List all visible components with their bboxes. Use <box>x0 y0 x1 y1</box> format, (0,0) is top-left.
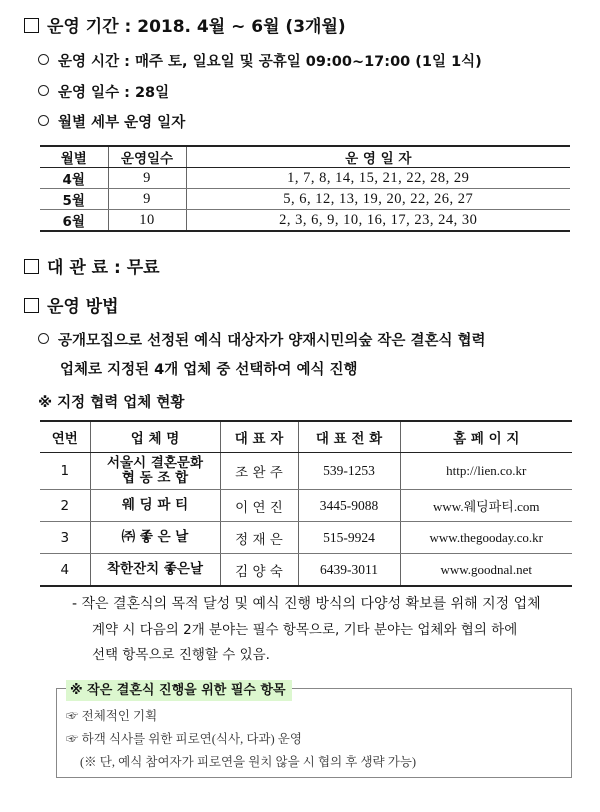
circle-bullet-icon <box>38 115 49 126</box>
cell-company <box>90 453 220 490</box>
company-line: 서울시 결혼문화 <box>107 455 203 471</box>
table-row <box>40 453 572 490</box>
cell-web: www.웨딩파티.com <box>400 490 572 522</box>
section-heading-method <box>24 296 119 318</box>
company-line: 협 동 조 합 <box>121 470 189 486</box>
schedule-table <box>40 145 570 232</box>
header-dates: 운 영 일 자 <box>186 146 570 168</box>
section-title: 대 관 료 : 무료 <box>47 258 160 278</box>
checkbox-square-icon <box>24 259 39 274</box>
partner-heading-text: ※ 지정 협력 업체 현황 <box>38 395 185 411</box>
table-row <box>40 189 570 210</box>
required-item: ☞ 전체적인 기획 <box>66 709 158 723</box>
cell-no: 2 <box>40 490 90 522</box>
bullet-method <box>38 331 486 351</box>
bullet-method-continued <box>60 360 358 380</box>
cell-web: www.thegooday.co.kr <box>400 522 572 554</box>
table-header-row <box>40 421 572 453</box>
bullet-text: 업체로 지정된 4개 업체 중 선택하여 예식 진행 <box>60 362 358 378</box>
cell-no: 4 <box>40 554 90 587</box>
checkbox-square-icon <box>24 298 39 313</box>
cell-company: ㈜ 좋 은 날 <box>90 522 220 554</box>
required-items-title: ※ 작은 결혼식 진행을 위한 필수 항목 <box>66 680 292 701</box>
section-title: 운영 방법 <box>47 297 119 317</box>
cell-no: 3 <box>40 522 90 554</box>
note-line: 계약 시 다음의 2개 분야는 필수 항목으로, 기타 분야는 업체와 협의 하에 <box>92 622 518 638</box>
cell-month: 5월 <box>40 189 108 210</box>
circle-bullet-icon <box>38 85 49 96</box>
cell-days: 9 <box>108 168 186 189</box>
section-title: 운영 기간 : 2018. 4월 ~ 6월 (3개월) <box>47 17 346 37</box>
cell-month: 4월 <box>40 168 108 189</box>
table-row <box>40 168 570 189</box>
cell-days: 10 <box>108 210 186 232</box>
bullet-text: 운영 시간 : 매주 토, 일요일 및 공휴일 09:00~17:00 (1일 1식) <box>58 54 482 70</box>
table-row <box>40 522 572 554</box>
header-web: 홈 페 이 지 <box>400 421 572 453</box>
table-row <box>40 490 572 522</box>
note-line: 선택 항목으로 진행할 수 있음. <box>92 647 270 663</box>
bullet-monthly <box>38 113 185 133</box>
bullet-days <box>38 83 169 103</box>
section-heading-period <box>24 16 346 38</box>
note-line: - 작은 결혼식의 목적 달성 및 예식 진행 방식의 다양성 확보를 위해 지정 업체 <box>72 596 541 612</box>
partner-table <box>40 420 572 587</box>
cell-web: www.goodnal.net <box>400 554 572 587</box>
cell-rep: 이 연 진 <box>220 490 298 522</box>
table-header-row <box>40 146 570 168</box>
checkbox-square-icon <box>24 18 39 33</box>
section-heading-fee <box>24 257 160 279</box>
partner-heading <box>38 393 184 413</box>
circle-bullet-icon <box>38 54 49 65</box>
cell-dates: 5, 6, 12, 13, 19, 20, 22, 26, 27 <box>186 189 570 210</box>
cell-month: 6월 <box>40 210 108 232</box>
bullet-text: 운영 일수 : 28일 <box>58 85 170 101</box>
bullet-text: 공개모집으로 선정된 예식 대상자가 양재시민의숲 작은 결혼식 협력 <box>58 333 486 349</box>
cell-rep: 정 재 은 <box>220 522 298 554</box>
bullet-hours <box>38 52 482 72</box>
header-days: 운영일수 <box>108 146 186 168</box>
cell-dates: 1, 7, 8, 14, 15, 21, 22, 28, 29 <box>186 168 570 189</box>
cell-rep: 조 완 주 <box>220 453 298 490</box>
cell-rep: 김 양 숙 <box>220 554 298 587</box>
cell-no: 1 <box>40 453 90 490</box>
cell-phone: 6439-3011 <box>298 554 400 587</box>
header-month: 월별 <box>40 146 108 168</box>
header-rep: 대 표 자 <box>220 421 298 453</box>
required-item: ☞ 하객 식사를 위한 피로연(식사, 다과) 운영 <box>66 732 302 746</box>
header-phone: 대 표 전 화 <box>298 421 400 453</box>
table-row <box>40 210 570 232</box>
cell-phone: 539-1253 <box>298 453 400 490</box>
header-company: 업 체 명 <box>90 421 220 453</box>
bullet-text: 월별 세부 운영 일자 <box>58 115 186 131</box>
circle-bullet-icon <box>38 333 49 344</box>
table-row <box>40 554 572 587</box>
cell-days: 9 <box>108 189 186 210</box>
header-no: 연번 <box>40 421 90 453</box>
cell-company: 착한잔치 좋은날 <box>90 554 220 587</box>
cell-company: 웨 딩 파 티 <box>90 490 220 522</box>
cell-phone: 515-9924 <box>298 522 400 554</box>
cell-dates: 2, 3, 6, 9, 10, 16, 17, 23, 24, 30 <box>186 210 570 232</box>
required-item-note: (※ 단, 예식 참여자가 피로연을 원치 않을 시 협의 후 생략 가능) <box>80 755 417 769</box>
cell-phone: 3445-9088 <box>298 490 400 522</box>
cell-web: http://lien.co.kr <box>400 453 572 490</box>
